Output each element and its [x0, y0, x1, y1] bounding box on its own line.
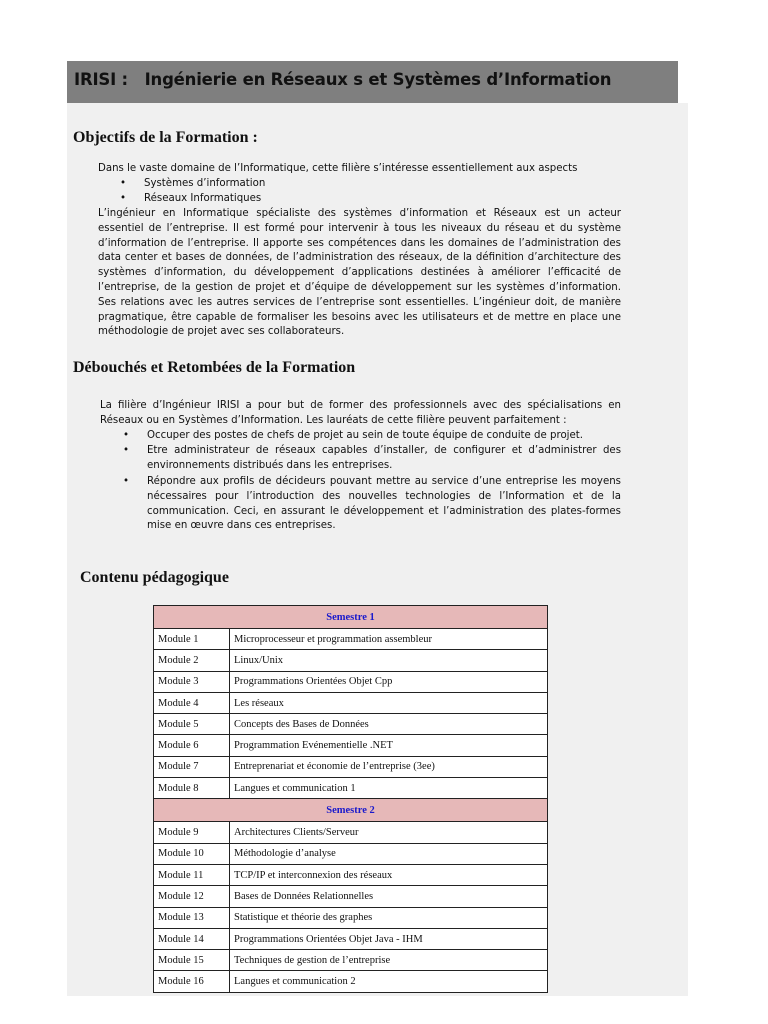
module-name: Programmations Orientées Objet Java - IHM: [230, 928, 548, 949]
module-name: Concepts des Bases de Données: [230, 714, 548, 735]
module-code: Module 4: [154, 692, 230, 713]
table-row: [154, 843, 548, 864]
bullet-icon: •: [120, 178, 127, 189]
module-code: Module 3: [154, 671, 230, 692]
curriculum-table: [153, 605, 548, 993]
module-name: Microprocesseur et programmation assembleur: [230, 629, 548, 650]
semester-header-row: [154, 606, 548, 629]
module-code: Module 13: [154, 907, 230, 928]
table-row: [154, 778, 548, 799]
module-code: Module 11: [154, 864, 230, 885]
semester-header-row: [154, 799, 548, 822]
table-row: [154, 671, 548, 692]
debouches-heading: Débouchés et Retombées de la Formation: [73, 359, 356, 376]
page-title: IRISI : Ingénierie en Réseaux s et Systèmes d’Information: [74, 70, 612, 89]
contenu-heading: Contenu pédagogique: [80, 569, 229, 586]
module-code: Module 2: [154, 650, 230, 671]
module-name: Langues et communication 1: [230, 778, 548, 799]
objectifs-intro: Dans le vaste domaine de l’Informatique, cette filière s’intéresse essentiellement aux aspects: [98, 163, 578, 174]
module-code: Module 16: [154, 971, 230, 992]
module-name: Statistique et théorie des graphes: [230, 907, 548, 928]
module-name: Langues et communication 2: [230, 971, 548, 992]
module-name: Programmation Evénementielle .NET: [230, 735, 548, 756]
module-name: Méthodologie d’analyse: [230, 843, 548, 864]
objectifs-heading: Objectifs de la Formation :: [73, 129, 258, 146]
table-row: [154, 864, 548, 885]
module-code: Module 8: [154, 778, 230, 799]
module-code: Module 15: [154, 950, 230, 971]
table-row: [154, 650, 548, 671]
bullet-icon: •: [123, 445, 130, 456]
debouches-bullet-1: • Occuper des postes de chefs de projet au sein de toute équipe de conduite de projet.: [123, 429, 621, 444]
module-code: Module 10: [154, 843, 230, 864]
table-row: [154, 971, 548, 992]
debouches-bullet-2: • Etre administrateur de réseaux capables d’installer, de configurer et d’administrer des environnements distribués dans les entreprises.: [123, 445, 621, 471]
module-name: Bases de Données Relationnelles: [230, 886, 548, 907]
bullet-icon: •: [120, 193, 127, 204]
title-bar: [67, 61, 678, 103]
module-code: Module 14: [154, 928, 230, 949]
module-code: Module 12: [154, 886, 230, 907]
module-name: Programmations Orientées Objet Cpp: [230, 671, 548, 692]
table-row: [154, 714, 548, 735]
bullet-icon: •: [123, 476, 130, 487]
table-row: [154, 735, 548, 756]
module-code: Module 1: [154, 629, 230, 650]
module-code: Module 5: [154, 714, 230, 735]
table-row: [154, 928, 548, 949]
module-code: Module 6: [154, 735, 230, 756]
semester-1-label: Semestre 1: [154, 606, 548, 629]
module-name: Les réseaux: [230, 692, 548, 713]
module-name: Architectures Clients/Serveur: [230, 822, 548, 843]
objectifs-paragraph: L’ingénieur en Informatique spécialiste des systèmes d’information et Réseaux est un acteur essentiel de l’entreprise. Il est formé pour intervenir à tous les niveaux du réseau et du système d’information de l’entreprise. Il apporte ses compétences dans les domaines de l’administration des data center et bases de données, de l’administration des réseaux, de la définition d’architecture des systèmes d’information, du développement d’applications destinées à améliorer l’efficacité de l’entreprise, de la gestion de projet et d’équipe de développement sur les systèmes d’information. Ses relations avec les autres services de l’entreprise sont essentielles. L’ingénieur doit, de manière pragmatique, être capable de formaliser les besoins avec les utilisateurs et de mettre en place une méthodologie de projet avec ses collaborateurs.: [98, 208, 621, 338]
bullet-icon: •: [123, 430, 130, 441]
module-name: Linux/Unix: [230, 650, 548, 671]
debouches-bullet-3: • Répondre aux profils de décideurs pouvant mettre au service d’une entreprise les moyens nécessaires pour l’introduction des nouvelles technologies de l’Information et de la communication. Ceci, en assurant le développement et l’administration des plates-formes mise en œuvre dans ces entreprises.: [123, 476, 621, 532]
table-row: [154, 822, 548, 843]
table-row: [154, 629, 548, 650]
table-row: [154, 950, 548, 971]
table-row: [154, 886, 548, 907]
module-name: TCP/IP et interconnexion des réseaux: [230, 864, 548, 885]
table-row: [154, 692, 548, 713]
module-code: Module 9: [154, 822, 230, 843]
table-row: [154, 756, 548, 777]
module-code: Module 7: [154, 756, 230, 777]
table-row: [154, 907, 548, 928]
debouches-intro: La filière d’Ingénieur IRISI a pour but de former des professionnels avec des spécialisations en Réseaux ou en Systèmes d’Information. Les lauréats de cette filière peuvent parfaitement :: [100, 400, 621, 426]
module-name: Techniques de gestion de l’entreprise: [230, 950, 548, 971]
module-name: Entreprenariat et économie de l’entreprise (3ee): [230, 756, 548, 777]
semester-2-label: Semestre 2: [154, 799, 548, 822]
